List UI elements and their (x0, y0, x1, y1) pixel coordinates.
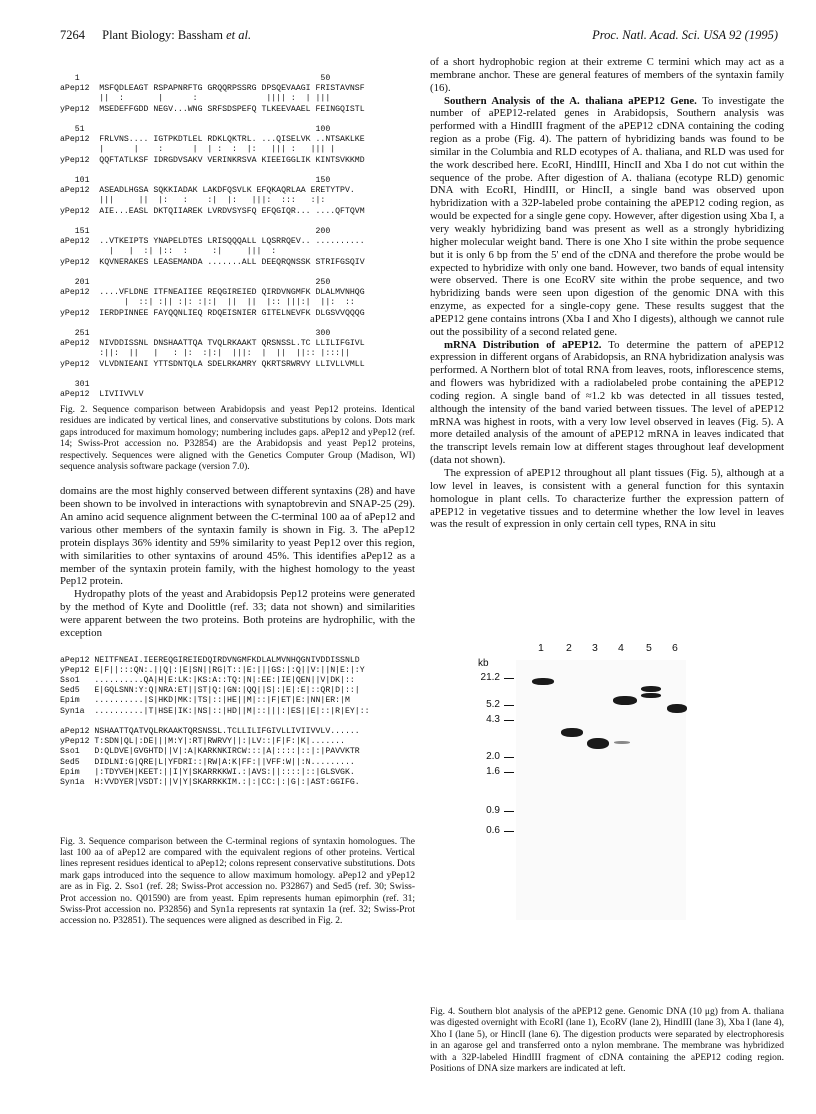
fig3-label: Fig. 3. (60, 836, 86, 847)
body-paragraph: Hydropathy plots of the yeast and Arabidopsis Pep12 proteins were generated by the method of Kyte and Doolittle (ref. 33; data not shown) and similarities were apparent between the two proteins. Both proteins are hydrophilic, with the exception (60, 588, 415, 639)
blot-band (532, 678, 554, 685)
blot-band (614, 741, 630, 744)
size-marker: 4.3 (486, 714, 500, 725)
blot-band (641, 686, 661, 692)
blot-band (587, 738, 609, 749)
section-body: To investigate the number of aPEP12-related genes in Arabidopsis, Southern analysis was performed with a HindIII fragment of the aPEP12 cDNA containing the coding region as a probe (Fig. 4). The pattern of hybridizing bands was found to be similar in the Columbia and RLD ecotypes of A. thaliana, and RLD was used for the work described here. EcoRI, HindIII, HincII and Xba I do not cut within the sequence of the probe. After digestion of A. thaliana (ecotype RLD) genomic DNA with EcoRI, HindIII, or HincII, a single band was observed upon hybridization with a 32P-labeled probe containing the aPEP12 coding region, as would be expected for a single gene copy. However, after digestion using Xba I, a very weakly hybridizing band was present as well as a strongly hybridizing higher molecular weight band. There is one Xho I site within the probe sequence but it is only 6 bp from the 5' end of the cDNA and therefore the probe would be expected to hybridize with only one band. However, two bands of equal intensity were observed. There is one EcoRV site within the probe sequence, and two hybridizing bands were seen upon digestion of the genomic DNA with this enzyme, as expected for a single-copy gene. These results suggest that the aPEP12 gene contains introns (Xba I and Xho I digests), although we cannot rule out the possibility of a second related gene. (430, 94, 784, 338)
left-column (60, 74, 415, 928)
authors-suffix: et al. (226, 28, 252, 42)
marker-tick (504, 720, 514, 721)
lane-label: 6 (672, 642, 678, 654)
fig2-caption-text: Sequence comparison between Arabidopsis and yeast Pep12 proteins. Identical residues are indicated by vertical lines, and conservative substitutions by colons. Dots mark gaps introduced for maximum homology; numbering includes gaps. aPep12 and yPep12 (ref. 14; Swiss-Prot accession no. P32854) are the Arabidopsis and yeast Pep12 proteins, respectively. Sequences were aligned with the Genetics Computer Group (Madison, WI) sequence analysis software package (version 7.0). (60, 405, 415, 473)
page-number: 7264 (60, 28, 85, 42)
size-marker: 1.6 (486, 766, 500, 777)
body-paragraph: domains are the most highly conserved between different syntaxins (28) and have been shown to be involved in interactions with synaptobrevin and SNAP-25 (29). An amino acid sequence alignment between the C-terminal 100 aa of aPep12 and various other members of the syntaxin family is shown in Fig. 3. The aPep12 protein displays 36% identity and 59% similarity to yeast Pep12 over this region, with similarities to other syntaxins of around 45%. This identifies aPep12 as a member of the syntaxin protein family, with the highest homology to the yeast Pep12 protein. (60, 485, 415, 588)
size-marker: 21.2 (480, 672, 500, 683)
marker-tick (504, 705, 514, 706)
fig2-label: Fig. 2. (60, 405, 88, 415)
marker-tick (504, 757, 514, 758)
size-marker: 5.2 (486, 699, 500, 710)
fig2-caption (60, 405, 415, 473)
lane-label: 3 (592, 642, 598, 654)
marker-tick (504, 811, 514, 812)
fig3-caption (60, 837, 415, 928)
fig2-alignment: 1 50 aPep12 MSFQDLEAGT RSPAPNRFTG GRQQRPSSRG DPSQEVAAGI FRISTAVNSF || : | : |||| : | ||| yPep12 MSEDEFFGDD NEGV...WNG SRFSDSPEFQ TLKEEVAAEL FEINGQISTL 51 100 aPep12 FRLVNS.... IGTPKDTLEL RDKLQKTRL. ...QISELVK ..NTSAKLKE | | : | | : : |: ||| : ||| | yPep12 QQFTATLKSF IDRGDVSAKV VERINKRSVA KIEEIGGLIK KINTSVKKMD 101 150 aPep12 ASEADLHGSA SQKKIADAK LAKDFQSVLK EFQKAQRLAA ERETYTPV. ||| || |: : :| |: |||: ::: :|: yPep12 AIE...EASL DKTQIIAREK LVRDVSYSFQ EFQGIQR... ....QFTQVM 151 200 aPep12 ..VTKEIPTS YNAPELDTES LRISQQQALL LQSRRQEV.. .......... | | :| |:: : :| ||| : yPep12 KQVNERAKES LEASEMANDA .......ALL DEEQRQNSSK STRIFGSQIV 201 250 aPep12 ....VFLDNE ITFNEAIIEE REQGIREIED QIRDVNGMFK DLALMVNHQG | ::| :|| :|: :|:| || || |:: |||:| ||: :: yPep12 IERDPINNEE FAYQQNLIEQ RDQEISNIER GITELNEVFK DLGSVVQQQG 251 300 aPep12 NIVDDISSNL DNSHAATTQA TVQLRKAAKT QRSNSSL.TC LLILIFGIVL :||: || | : |: :|:| |||: | || ||:: |:::|| yPep12 VLVDNIEANI YTTSDNTQLA SDELRKAMRY QKRTSRWRVY LLIVLLVMLL 301 aPep12 LIVIIVVLV (60, 74, 365, 399)
blot-membrane (516, 660, 686, 920)
right-column (430, 56, 784, 1075)
blot-band (641, 693, 661, 698)
fig3-alignment: aPep12 NEITFNEAI.IEEREQGIREIEDQIRDVNGMFKDLALMVNHQGNIVDDISSNLD yPep12 E|F||:::QN:.||Q|:|E|SN||RG|T::|E:|||GS:|:Q||V:||N|E:|:Y Sso1 ..........QA|H|E:LK:|KS:A::TQ:|N|:EE:|IE|QEN||V|DK|:: Sed5 E|GQLSNN:Y:Q|NRA:ET||ST|Q:|GN:|QQ||S|:|E|:E|::QR|D|::| Epim ..........|S|HKD|MK:|TS|::|HE||M|::|F|ET|E:|NN|ER:|M Syn1a ..........|T|HSE|IK:|NS|::|HD||M|::|||:|ES||E|::|R|EY|:: aPep12 NSHAATTQATVQLRKAAKTQRSNSSL.TCLLILIFGIVLLIVIIVVLV...... yPep12 T:SDN|QL|:DE|||M:Y|:RT|RWRVY||:|LV::|F|F:|K|....... Sso1 D:QLDVE|GVGHTD||V|:A|KARKNKIRCW:::|A|::::|::|:|PAVVKTR Sed5 DIDLNI:G|QRE|L|YFDRI::|RW|A:K|FF:||VFF:W||:N......... Epim |:TDYVEH|KEET:||I|Y|SKARRKKWI.:|AVS:||::::|::|GLSVGK. Syn1a H:VVDYER|VSDT:||V|Y|SKARRKKIM.:|:|CC:|:|G|:|AST:GGIFG. (60, 655, 370, 787)
fig4-label: Fig. 4. (430, 1007, 456, 1017)
running-header-left (60, 28, 251, 44)
section-heading: Southern Analysis of the A. thaliana aPEP12 Gene. (444, 94, 697, 107)
body-paragraph: The expression of aPEP12 throughout all plant tissues (Fig. 5), although at a low level in leaves, is consistent with a general function for this syntaxin homologue in plant cells. To characterize further the expression pattern of aPEP12 in vegetative tissues and to determine whether the low level in leaves was the result of expression in only certain cell types, RNA in situ (430, 467, 784, 531)
lane-label: 1 (538, 642, 544, 654)
kb-unit-label: kb (478, 658, 489, 669)
mrna-section (430, 339, 784, 467)
lane-label: 4 (618, 642, 624, 654)
marker-tick (504, 831, 514, 832)
body-paragraph: of a short hydrophobic region at their extreme C termini which may act as a membrane anchor. These are general features of members of the syntaxin family (16). (430, 56, 784, 94)
fig4-caption (430, 1007, 784, 1075)
southern-section (430, 95, 784, 339)
lane-label: 5 (646, 642, 652, 654)
size-marker: 0.6 (486, 825, 500, 836)
size-marker: 0.9 (486, 805, 500, 816)
blot-band (667, 704, 687, 713)
journal-citation: Proc. Natl. Acad. Sci. USA 92 (1995) (592, 28, 778, 42)
marker-tick (504, 678, 514, 679)
fig4-caption-text: Southern blot analysis of the aPEP12 gene. Genomic DNA (10 μg) from A. thaliana was digested overnight with EcoRI (lane 1), EcoRV (lane 2), HindIII (lane 3), Xba I (lane 4), Xho I (lane 5), or HincII (lane 6). The digestion products were separated by electrophoresis in an agarose gel and transferred onto a nylon membrane. The membrane was hybridized with a 32P-labeled HindIII fragment of cDNA containing the aPEP12 coding region. Positions of DNA size markers are indicated at left. (430, 1007, 784, 1075)
running-title: Plant Biology: Bassham (102, 28, 223, 42)
section-heading: mRNA Distribution of aPEP12. (444, 338, 602, 351)
southern-blot-figure (430, 630, 784, 1010)
section-body: To determine the pattern of aPEP12 expression in different organs of Arabidopsis, an RNA hybridization analysis was performed. A Northern blot of total RNA from leaves, roots, inflorescence stems, and flowers was hybridized with a radiolabeled probe containing the aPEP12 coding region. A single band of ≈1.2 kb was detected in all tissues tested, although the intensity of the band varied between tissues. The level of aPEP12 mRNA was highest in roots, with a very low level observed in leaves (Fig. 5). A more detailed analysis of the amount of aPEP12 mRNA in leaves indicated that the transcript levels remain low at different stages throughout leaf development (data not shown). (430, 338, 784, 467)
lane-label: 2 (566, 642, 572, 654)
blot-band (561, 728, 583, 737)
fig3-caption-text: Sequence comparison between the C-terminal regions of syntaxin homologues. The last 100 aa of aPep12 are compared with the equivalent regions of other proteins. Vertical lines represent residues identical to aPep12; colons represent conservative substitutions. Dots mark gaps introduced into the sequence to allow maximum homology. aPep12 and yPep12 are as in Fig. 2. Sso1 (ref. 28; Swiss-Prot accession no. P32867) and Sed5 (ref. 30; Swiss-Prot accession no. Q01590) are from yeast. Epim represents human epimorphin (ref. 31; Swiss-Prot accession no. P32856) and Syn1a represents rat syntaxin 1a (ref. 32; Swiss-Prot accession no. P32851). The sequences were aligned as described in Fig. 2. (60, 836, 415, 927)
size-marker: 2.0 (486, 751, 500, 762)
marker-tick (504, 772, 514, 773)
blot-band (613, 696, 637, 705)
